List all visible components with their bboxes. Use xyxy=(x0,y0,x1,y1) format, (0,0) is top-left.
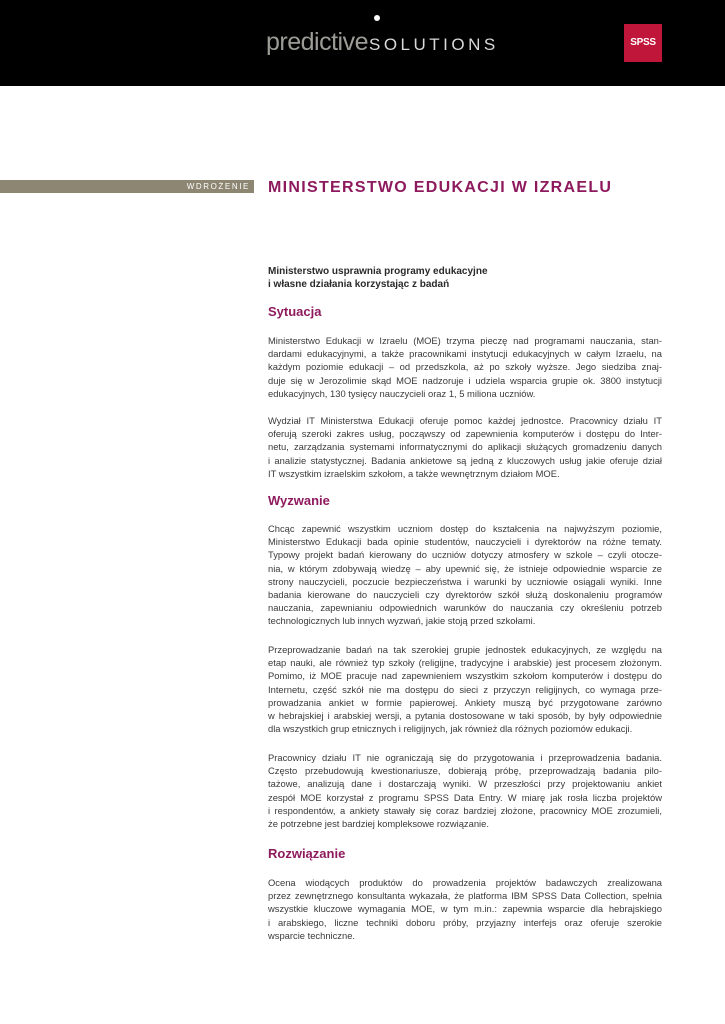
subtitle-line: Ministerstwo usprawnia programy edukacyjne xyxy=(268,266,488,277)
section-bar xyxy=(0,180,254,193)
text-line: edukacyjnych, 130 tysięcy nauczycieli oraz 1, 5 miliona uczniów. xyxy=(268,387,536,399)
paragraph xyxy=(268,751,662,830)
document-title: MINISTERSTWO EDUKACJI W IZRAELU xyxy=(268,179,613,196)
paragraph xyxy=(268,643,662,735)
paragraph xyxy=(268,522,662,628)
text-line: badania kierowane do nauczycieli czy dyrektorów szkół służą doskonaleniu programów xyxy=(268,589,662,601)
text-line: strony nauczycieli, poczucie bezpieczeństwa i warunki by uczniowie osiągali wyniki. Inne xyxy=(268,575,662,587)
paragraph xyxy=(268,414,662,480)
text-line: prowadzania ankiet w formie papierowej. Ankiety muszą być przygotowane zarówno xyxy=(268,696,662,708)
text-line: Ministerstwo Edukacji bada opinie studentów, nauczycieli i dyrektorów na różne tematy. xyxy=(268,536,662,548)
logo-wordmark-predictive: predictive xyxy=(266,28,368,56)
text-line: przez zewnętrznego konsultanta wykazała, że platforma IBM SPSS Data Collection, spełnia xyxy=(268,890,662,902)
text-line: dla wszystkich grup etnicznych i religijnych, jak również dla różnych poziomów edukacji. xyxy=(268,723,633,735)
text-line: Internetu, część szkół nie ma dostępu do sieci z przyczyn religijnych, co wymaga prze- xyxy=(268,683,662,695)
text-line: Ocena wiodących produktów do prowadzenia projektów badawczych zrealizowana xyxy=(268,877,662,888)
text-line: Pracownicy działu IT nie ograniczają się do przygotowania i przeprowadzenia badania. xyxy=(268,752,662,763)
logo-wordmark-solutions: SOLUTIONS xyxy=(369,35,499,54)
text-line: i arabskiego, liczne techniki doboru próby, przyjazny interfejs oraz oferuje szerokie xyxy=(268,916,662,928)
text-line: oferują szeroki zakres usług, począwszy od zapewnienia komputerów i dostępu do Inter- xyxy=(268,428,662,440)
paragraph xyxy=(268,876,662,942)
text-line: Wydział IT Ministerstwa Edukacji oferuje pomoc każdej jednostce. Pracownicy działu IT xyxy=(268,415,662,426)
text-line: duje się w Jerozolimie skąd MOE nadzoruje i udziela wsparcia grupie ok. 3800 instytucji xyxy=(268,374,662,386)
spss-logo: SPSS xyxy=(624,24,662,62)
text-line: nauczania, zapewnianiu odpowiednich warunków do nauczania czy określeniu potrzeb xyxy=(268,602,662,614)
section-label: WDROŻENIE xyxy=(186,182,250,191)
text-line: i analizie statystycznej. Badania ankietowe są jedną z kluczowych usług jakie oferuje dział xyxy=(268,454,662,466)
page-header xyxy=(0,0,725,86)
predictive-solutions-logo xyxy=(266,30,499,54)
text-line: w hebrajskiej i arabskiej wersji, a pytania dostosowane w taki sposób, by były odpowiednie xyxy=(268,710,662,722)
text-line: Często przebudowują kwestionariusze, dobierają próbę, przeprowadzają badania pilo- xyxy=(268,765,662,777)
logo-dot-icon xyxy=(374,15,380,21)
text-line: Typowy projekt badań kierowany do uczniów dotyczy atmosfery w szkole – czyli otocze- xyxy=(268,549,662,561)
text-line: nia, w którym zdobywają wiedzę – aby upewnić się, że istnieje odpowiednie wsparcie ze xyxy=(268,562,662,574)
text-line: technologicznych lub innych wyzwań, jakie stoją przed szkołami. xyxy=(268,615,536,627)
subtitle-line: i własne działania korzystając z badań xyxy=(268,279,450,290)
paragraph xyxy=(268,334,662,400)
text-line: dardami edukacyjnymi, a także pracownikami instytucji edukacyjnych w całym Izraelu, na xyxy=(268,348,662,360)
text-line: tażowe, analizują dane i dostarczają wyniki. W przeszłości przy projektowaniu ankiet xyxy=(268,778,662,790)
section-heading-rozwiazanie: Rozwiązanie xyxy=(268,846,346,861)
text-line: Przeprowadzanie badań na tak szerokiej grupie jednostek edukacyjnych, ze względu na xyxy=(268,644,662,655)
text-line: zespół MOE korzystał z programu SPSS Data Entry. W miarę jak rosła liczba projektów xyxy=(268,791,662,803)
text-line: i respondentów, a ankiety stawały się coraz bardziej złożone, pracownicy MOE zrozumieli, xyxy=(268,804,662,816)
text-line: wszystkie kluczowe wymagania MOE, w tym m.in.: zapewnia wsparcie dla hebrajskiego xyxy=(268,903,662,915)
text-line: etap nauki, ale również typ szkoły (religijne, tradycyjne i arabskie) jest procesem złożonym. xyxy=(268,657,662,669)
section-heading-sytuacja: Sytuacja xyxy=(268,304,322,319)
text-line: Ministerstwo Edukacji w Izraelu (MOE) trzyma pieczę nad programami nauczania, stan- xyxy=(268,335,662,346)
text-line: każdym poziomie edukacji – od przedszkola, aż po szkoły wyższe. Jego siedziba znaj- xyxy=(268,361,662,373)
text-line: netu, zarządzania systemami informatycznymi do aplikacji służących gromadzeniu danych xyxy=(268,441,662,453)
document-subtitle xyxy=(268,265,568,291)
text-line: wsparcie techniczne. xyxy=(268,929,356,941)
text-line: Chcąc zapewnić wszystkim uczniom dostęp do kształcenia na najwyższym poziomie, xyxy=(268,523,662,534)
section-heading-wyzwanie: Wyzwanie xyxy=(268,493,330,508)
text-line: że potrzebne jest bardziej kompleksowe rozwiązanie. xyxy=(268,818,489,830)
text-line: Pomimo, iż MOE pracuje nad zapewnieniem wszystkim szkołom komputerów i dostępu do xyxy=(268,670,662,682)
text-line: IT wszystkim izraelskim szkołom, a także wewnętrznym działom MOE. xyxy=(268,467,560,479)
